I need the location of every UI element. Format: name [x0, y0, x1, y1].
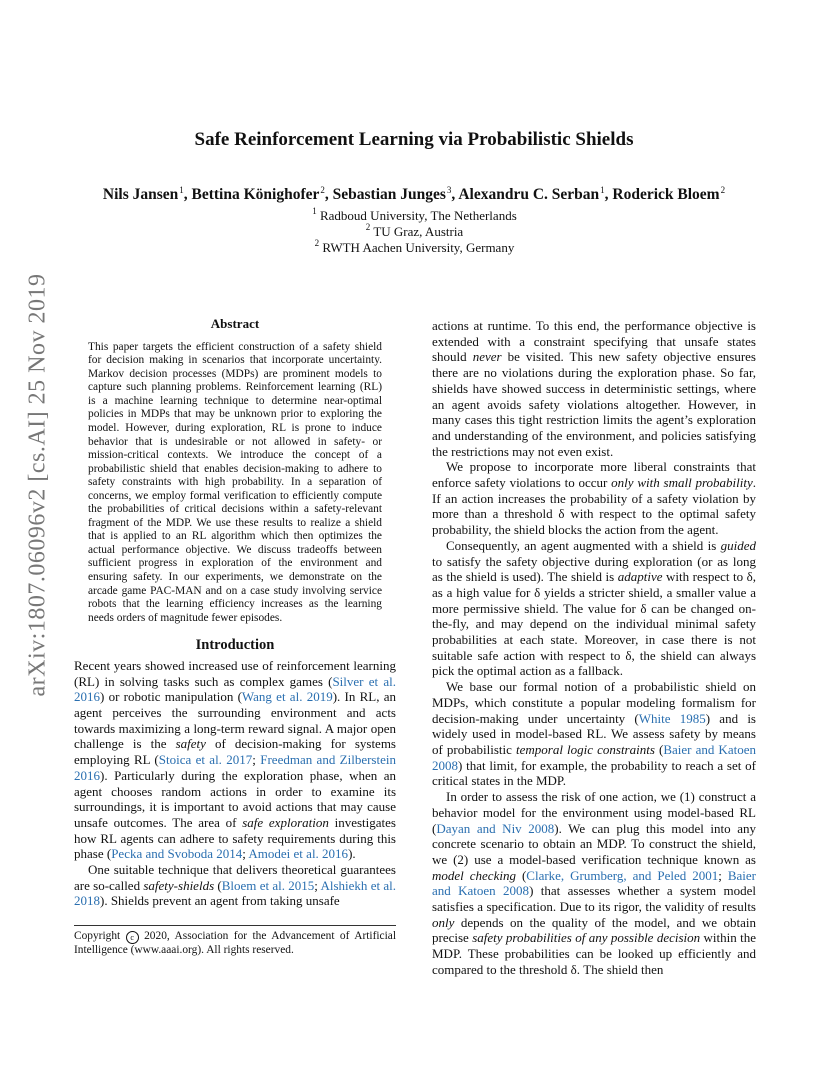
text-run: to satisfy the safety objective during exploration (or as long as the shield is used). The shield is	[432, 553, 756, 585]
text-run: ). In RL, an agent perceives the surrounding environment and acts towards maximizing a long-term reward signal. A major open challenge is the	[74, 689, 396, 752]
text-run: investigates how RL agents can adhere to safety requirements during this phase (	[74, 814, 396, 862]
text-run: ) that limit, for example, the probability to reach a set of critical states in the MDP.	[432, 757, 756, 789]
text-run: (	[214, 877, 222, 893]
affiliation-text: RWTH Aachen University, Germany	[322, 240, 515, 255]
citation-link[interactable]: Pecka and Svoboda 2014	[111, 846, 243, 862]
author-sup: 2	[720, 185, 726, 195]
text-run: In order to assess the risk of one action, we (1) construct a behavior model for the environment using model-based RL (	[432, 789, 756, 836]
citation-link[interactable]: Amodei et al. 2016	[248, 846, 349, 862]
emphasis: safety	[175, 736, 206, 752]
copyright-footnote	[74, 925, 396, 958]
citation-link[interactable]: White 1985	[638, 710, 706, 726]
citation-link[interactable]: Silver et al. 2016	[74, 673, 396, 705]
intro-paragraph-1	[74, 658, 396, 862]
author-sup: 3	[446, 185, 452, 195]
citation-link[interactable]: Baier and Katoen 2008	[432, 867, 756, 899]
emphasis: temporal logic constraints	[516, 741, 655, 757]
affiliation-sup: 1	[312, 206, 317, 216]
paper-title: Safe Reinforcement Learning via Probabilistic Shields	[194, 129, 634, 150]
author-sup: 1	[600, 185, 605, 195]
author-name: Roderick Bloem	[612, 186, 720, 203]
citation-link[interactable]: Stoica et al. 2017	[158, 752, 253, 768]
text-run: Consequently, an agent augmented with a shield is	[446, 537, 721, 553]
text-run: ). We can plug this model into any concrete scenario to obtain an MDP. To construct the shield, we (2) use a model-based verification technique known as	[432, 820, 756, 867]
citation-link[interactable]: Wang et al. 2019	[241, 689, 333, 705]
citation-link[interactable]: Freedman and Zilberstein 2016	[74, 752, 396, 783]
body-paragraph	[432, 679, 756, 789]
text-run: . If an action increases the probability of a safety violation by more than a threshold δ with respect to the optimal safety probability, the shield blocks the action from the agent.	[432, 475, 757, 538]
text-run: One suitable technique that delivers theoretical guarantees are so-called	[74, 862, 396, 893]
author-list: Nils Jansen$^1$, Bettina Könighofer$^2$, Sebastian Junges$^3$, Alexandru C. Serban$^1$, Roderick Bloem$^2$	[102, 185, 726, 203]
emphasis: adaptive	[617, 569, 663, 585]
arxiv-identifier	[18, 265, 58, 705]
text-run: We propose to incorporate more liberal constraints that enforce safety violations to occur	[432, 459, 756, 491]
text-run: (	[654, 741, 664, 757]
text-run: ). Shields prevent an agent from taking unsafe	[100, 893, 340, 909]
emphasis: safety-shields	[143, 877, 215, 893]
affiliation-sup: 2	[365, 222, 371, 232]
text-run: ) and is widely used in model-based RL. We assess safety by means of probabilistic	[432, 710, 756, 757]
text-run: ).	[348, 846, 356, 862]
text-run: within the MDP. These probabilities can be looked up efficiently and compared to the threshold δ. The shield then	[432, 930, 757, 977]
author-name: Alexandru C. Serban	[458, 186, 600, 203]
text-run: actions at runtime. To this end, the performance objective is extended with a constraint specifying that unsafe states should	[432, 318, 756, 365]
emphasis: guided	[720, 537, 756, 553]
body-paragraph	[432, 789, 756, 977]
affiliation	[0, 238, 828, 256]
arxiv-id-text: arXiv:1807.06096v2 [cs.AI] 25 Nov 2019	[24, 273, 51, 697]
text-run: ) or robotic manipulation (	[100, 689, 242, 705]
text-run: ) that assesses whether a system model satisfies a specification. Due to its rigor, the validity of results	[432, 883, 756, 915]
text-run: ). Particularly during the exploration phase, when an agent chooses random actions in order to examine its surroundings, it is important to avoid actions that may cause unsafe outcomes. The area of	[74, 767, 396, 830]
body-paragraph	[432, 459, 756, 538]
citation-link[interactable]: Clarke, Grumberg, and Peled 2001	[526, 867, 719, 883]
text-run: ;	[314, 877, 321, 893]
citation-link[interactable]: Baier and Katoen 2008	[432, 741, 756, 773]
text-run: We base our formal notion of a probabilistic shield on MDPs, which constitute a popular modeling formalism for decision-making under uncertainty (	[432, 679, 756, 726]
body-paragraph	[432, 318, 756, 459]
text-run: (	[515, 867, 527, 883]
affiliation-text: TU Graz, Austria	[373, 224, 464, 239]
copyright-text: 2020, Association for the Advancement of Artificial Intelligence (www.aaai.org). All rights reserved.	[74, 930, 396, 956]
text-run: Recent years showed increased use of reinforcement learning (RL) in solving tasks such as complex games (	[74, 657, 396, 689]
text-run: depends on the quality of the model, and we obtain precise	[432, 914, 756, 946]
author-sup: 1	[179, 185, 184, 195]
citation-link[interactable]: Bloem et al. 2015	[221, 877, 315, 893]
copyright-icon: c	[126, 931, 139, 944]
emphasis: safe exploration	[242, 814, 329, 830]
author-name: Bettina Könighofer	[191, 186, 320, 203]
emphasis: model checking	[432, 867, 516, 883]
introduction-heading: Introduction	[195, 637, 275, 654]
citation-link[interactable]: Alshiekh et al. 2018	[74, 877, 396, 909]
affiliation-sup: 2	[314, 238, 320, 248]
emphasis: never	[472, 349, 502, 365]
abstract-heading: Abstract	[210, 316, 260, 331]
text-run: of decision-making for systems employing RL (	[74, 736, 396, 768]
right-column	[432, 318, 756, 978]
emphasis: only	[432, 914, 455, 930]
author-name: Sebastian Junges	[332, 186, 446, 203]
affiliation-text: Radboud University, The Netherlands	[319, 208, 517, 223]
left-column	[74, 316, 396, 909]
text-run: be visited. This new safety objective ensures there are no violations during the exploration phase. So far, shields have showed success in deterministic settings, where an agent avoids safety violations altogether. However, in many cases this tight restriction limits the agent’s exploration and understanding of the environment, and policies satisfying the restrictions may not even exist.	[432, 349, 756, 459]
author-name: Nils Jansen	[102, 186, 179, 203]
copyright-prefix: Copyright	[74, 930, 121, 942]
citation-link[interactable]: Dayan and Niv 2008	[436, 820, 555, 836]
abstract-body: This paper targets the efficient construction of a safety shield for decision making in scenarios that incorporate uncertainty. Markov decision processes (MDPs) are prominent models to capture such planning problems. Reinforcement learning (RL) is a machine learning technique to determine near-optimal policies in MDPs that may be unknown prior to exploring the model. However, during exploration, RL is prone to induce behavior that is undesirable or not allowed in safety- or mission-critical contexts. We introduce the concept of a probabilistic shield that enables decision-making to adhere to safety constraints with high probability. In a separation of concerns, we employ formal verification to efficiently compute the probabilities of critical decisions within a safety-relevant fragment of the MDP. We use these results to realize a shield that is applied to an RL algorithm which then optimizes the actual performance objective. We discuss tradeoffs between sufficient progress in exploration of the environment and ensuring safety. In our experiments, we demonstrate on the arcade game PAC-MAN and on a case study involving service robots that the learning efficiency increases as the learning needs orders of magnitude fewer episodes.	[88, 340, 382, 624]
emphasis: only with small probability	[611, 475, 753, 491]
body-paragraph	[432, 538, 756, 679]
author-sup: 2	[320, 185, 325, 195]
text-run: with respect to δ, as a high value for δ yields a stricter shield, a smaller value a more permissive shield. The value for δ can be changed on-the-fly, and may depend on the individual minimal safety probabilities at each state. Moreover, in case there is not suitable safe action with respect to δ, the shield can always pick the optimal action as a fallback.	[432, 569, 756, 679]
intro-paragraph-2	[74, 862, 396, 909]
emphasis: safety probabilities of any possible decision	[472, 930, 701, 946]
text-run: ;	[718, 867, 728, 883]
text-run: ;	[242, 846, 249, 862]
text-run: ;	[252, 752, 261, 768]
